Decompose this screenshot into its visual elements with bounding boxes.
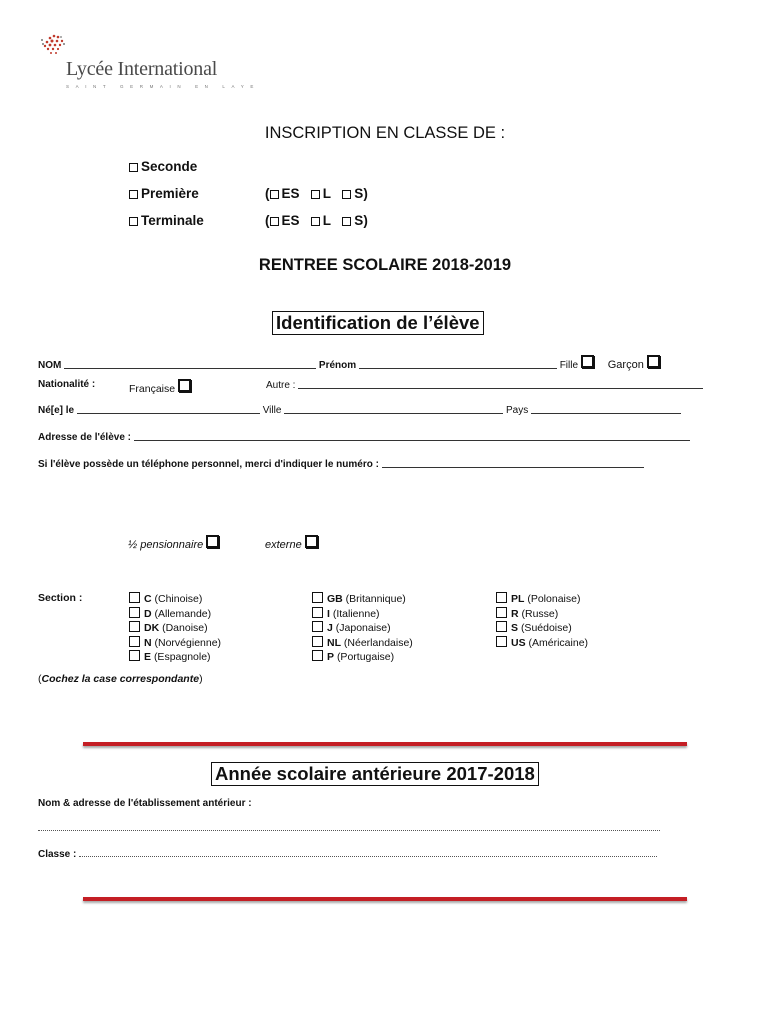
row-nom: NOM Prénom Fille Garçon	[38, 355, 660, 371]
checkbox-section-r[interactable]	[496, 607, 507, 618]
checkbox-section-j[interactable]	[312, 621, 323, 632]
class-seconde: Seconde	[129, 159, 197, 174]
option-francaise: Française	[129, 379, 191, 395]
autre-nationalite-input[interactable]	[298, 388, 703, 389]
date-naissance-input[interactable]	[77, 413, 260, 414]
checkbox-premiere[interactable]	[129, 190, 138, 199]
section-option: C (Chinoise)	[129, 592, 221, 607]
school-subtitle: SAINT GERMAIN EN LAYE	[66, 84, 260, 89]
section-option: R (Russe)	[496, 607, 588, 622]
checkbox-terminale-l[interactable]	[311, 217, 320, 226]
section-column-2	[312, 592, 413, 665]
class-premiere: Première	[129, 186, 199, 201]
checkbox-section-i[interactable]	[312, 607, 323, 618]
checkbox-section-nl[interactable]	[312, 636, 323, 647]
classe-input[interactable]	[79, 856, 657, 857]
checkbox-externe[interactable]	[305, 535, 318, 548]
checkbox-section-us[interactable]	[496, 636, 507, 647]
row-adresse: Adresse de l'élève :	[38, 432, 690, 443]
checkbox-section-gb[interactable]	[312, 592, 323, 603]
checkbox-section-p[interactable]	[312, 650, 323, 661]
checkbox-francaise[interactable]	[178, 379, 191, 392]
checkbox-terminale-es[interactable]	[270, 217, 279, 226]
identification-title: Identification de l’élève	[272, 311, 484, 335]
checkbox-section-n[interactable]	[129, 636, 140, 647]
checkbox-demi-pensionnaire[interactable]	[206, 535, 219, 548]
checkbox-garcon[interactable]	[647, 355, 660, 368]
checkbox-terminale[interactable]	[129, 217, 138, 226]
section-option: DK (Danoise)	[129, 621, 221, 636]
section-column-3	[496, 592, 588, 650]
checkbox-seconde[interactable]	[129, 163, 138, 172]
section-option: N (Norvégienne)	[129, 636, 221, 651]
telephone-input[interactable]	[382, 467, 644, 468]
checkbox-section-d[interactable]	[129, 607, 140, 618]
option-demi-pensionnaire: ½ pensionnaire	[128, 535, 219, 551]
checkbox-section-e[interactable]	[129, 650, 140, 661]
checkbox-fille[interactable]	[581, 355, 594, 368]
section-option: US (Américaine)	[496, 636, 588, 651]
checkbox-terminale-s[interactable]	[342, 217, 351, 226]
section-option: D (Allemande)	[129, 607, 221, 622]
section-option: J (Japonaise)	[312, 621, 413, 636]
section-option: NL (Néerlandaise)	[312, 636, 413, 651]
row-naissance: Né[e] le Ville Pays	[38, 405, 681, 416]
row-classe: Classe :	[38, 849, 657, 860]
section-option: GB (Britannique)	[312, 592, 413, 607]
prenom-input[interactable]	[359, 368, 557, 369]
premiere-options: ( ES L S)	[265, 186, 368, 201]
terminale-options: ( ES L S)	[265, 213, 368, 228]
rentree-title: RENTREE SCOLAIRE 2018-2019	[258, 256, 512, 274]
school-name: Lycée International	[66, 58, 218, 80]
annee-anterieure-title: Année scolaire antérieure 2017-2018	[211, 762, 539, 786]
section-label: Section :	[38, 592, 83, 604]
nom-input[interactable]	[64, 368, 316, 369]
checkbox-premiere-es[interactable]	[270, 190, 279, 199]
section-option: PL (Polonaise)	[496, 592, 588, 607]
red-divider-bottom	[83, 897, 687, 901]
section-column-1	[129, 592, 221, 665]
red-divider-top	[83, 742, 687, 746]
checkbox-section-s[interactable]	[496, 621, 507, 632]
option-autre: Autre :	[266, 380, 703, 391]
row-telephone: Si l'élève possède un téléphone personnel, merci d'indiquer le numéro :	[38, 459, 644, 470]
section-option: I (Italienne)	[312, 607, 413, 622]
section-option: S (Suédoise)	[496, 621, 588, 636]
checkbox-section-pl[interactable]	[496, 592, 507, 603]
checkbox-premiere-s[interactable]	[342, 190, 351, 199]
section-option: E (Espagnole)	[129, 650, 221, 665]
checkbox-section-dk[interactable]	[129, 621, 140, 632]
class-terminale: Terminale	[129, 213, 204, 228]
pays-input[interactable]	[531, 413, 681, 414]
section-note: (Cochez la case correspondante)	[38, 673, 203, 685]
section-option: P (Portugaise)	[312, 650, 413, 665]
inscription-title: INSCRIPTION EN CLASSE DE :	[264, 124, 506, 142]
option-externe: externe	[265, 535, 318, 551]
checkbox-premiere-l[interactable]	[311, 190, 320, 199]
etablissement-input[interactable]	[38, 824, 660, 831]
row-nationalite: Nationalité :	[38, 379, 96, 390]
ville-input[interactable]	[284, 413, 503, 414]
adresse-input[interactable]	[134, 440, 690, 441]
checkbox-section-c[interactable]	[129, 592, 140, 603]
etablissement-label: Nom & adresse de l'établissement antérieur :	[38, 798, 252, 809]
